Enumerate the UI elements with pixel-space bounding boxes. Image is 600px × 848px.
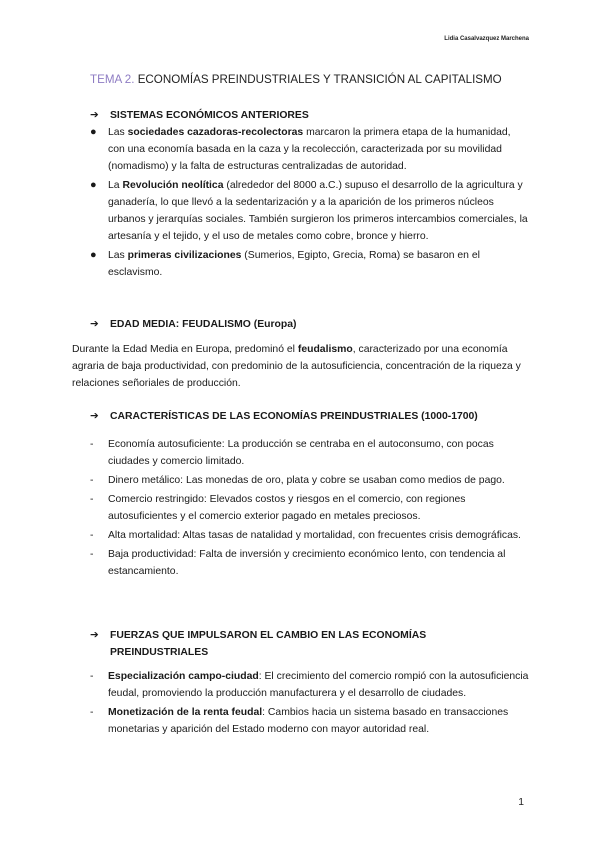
- dash-icon: -: [90, 494, 94, 505]
- section4-list: [90, 668, 530, 740]
- page-number: 1: [518, 797, 524, 808]
- list-item: - Comercio restringido: Elevados costos y riesgos en el comercio, con regiones autosuficientes y el comercio exterior pagado en metales preciosos.: [90, 491, 530, 525]
- dash-icon: -: [90, 475, 94, 486]
- page-title: [90, 73, 540, 86]
- arrow-right-icon: ➔: [90, 110, 99, 121]
- section-heading-fuerzas: ➔ FUERZAS QUE IMPULSARON EL CAMBIO EN LAS ECONOMÍAS PREINDUSTRIALES: [90, 627, 510, 661]
- section-heading-edad-media: ➔ EDAD MEDIA: FEUDALISMO (Europa): [90, 316, 296, 333]
- dash-icon: -: [90, 707, 94, 718]
- list-item: - Especialización campo-ciudad: El crecimiento del comercio rompió con la autosuficiencia feudal, promoviendo la producción manufacturera y el desarrollo de ciudades.: [90, 668, 530, 702]
- section-heading-caracteristicas: ➔ CARACTERÍSTICAS DE LAS ECONOMÍAS PREINDUSTRIALES (1000-1700): [90, 408, 478, 425]
- section-heading-sistemas: ➔ SISTEMAS ECONÓMICOS ANTERIORES: [90, 107, 309, 124]
- list-item: - Dinero metálico: Las monedas de oro, plata y cobre se usaban como medios de pago.: [90, 472, 530, 489]
- bullet-icon: ●: [90, 179, 97, 191]
- section1-list: [90, 124, 530, 283]
- title-prefix: TEMA 2.: [90, 73, 135, 86]
- bullet-icon: ●: [90, 249, 97, 261]
- list-item: - Baja productividad: Falta de inversión y crecimiento económico lento, con tendencia al estancamiento.: [90, 546, 530, 580]
- bullet-icon: ●: [90, 126, 97, 138]
- feudalismo-paragraph: Durante la Edad Media en Europa, predominó el feudalismo, caracterizado por una economía agraria de baja productividad, con predominio de la autosuficiencia, concentración de la riqueza y relaciones señoriales de producción.: [72, 344, 521, 389]
- section3-list: [90, 436, 530, 582]
- list-item: ● Las primeras civilizaciones (Sumerios, Egipto, Grecia, Roma) se basaron en el esclavismo.: [90, 249, 480, 278]
- dash-icon: -: [90, 549, 94, 560]
- list-item: - Monetización de la renta feudal: Cambios hacia un sistema basado en transacciones monetarias y aparición del Estado moderno con mayor autoridad real.: [90, 704, 530, 738]
- arrow-right-icon: ➔: [90, 319, 99, 330]
- arrow-right-icon: ➔: [90, 630, 99, 641]
- list-item: - Alta mortalidad: Altas tasas de natalidad y mortalidad, con frecuentes crisis demográficas.: [90, 527, 530, 544]
- dash-icon: -: [90, 671, 94, 682]
- dash-icon: -: [90, 530, 94, 541]
- list-item: - Economía autosuficiente: La producción se centraba en el autoconsumo, con pocas ciudades y comercio limitado.: [90, 436, 530, 470]
- dash-icon: -: [90, 439, 94, 450]
- title-text: ECONOMÍAS PREINDUSTRIALES Y TRANSICIÓN AL CAPITALISMO: [137, 73, 502, 86]
- list-item: ● Las sociedades cazadoras-recolectoras marcaron la primera etapa de la humanidad, con una economía basada en la caza y la recolección, caracterizada por su movilidad (nomadismo) y la falta de estructuras centralizadas de autoridad.: [90, 126, 511, 172]
- arrow-right-icon: ➔: [90, 411, 99, 422]
- list-item: ● La Revolución neolítica (alrededor del 8000 a.C.) supuso el desarrollo de la agricultura y ganadería, lo que llevó a la sedentarización y a la aparición de los primeros núcleos urbanos y jerarquías sociales. También surgieron los primeros intercambios comerciales, la artesanía y el tejido, y el uso de metales como cobre, bronce y hierro.: [90, 179, 528, 242]
- author-name: Lidia Casalvazquez Marchena: [444, 36, 529, 42]
